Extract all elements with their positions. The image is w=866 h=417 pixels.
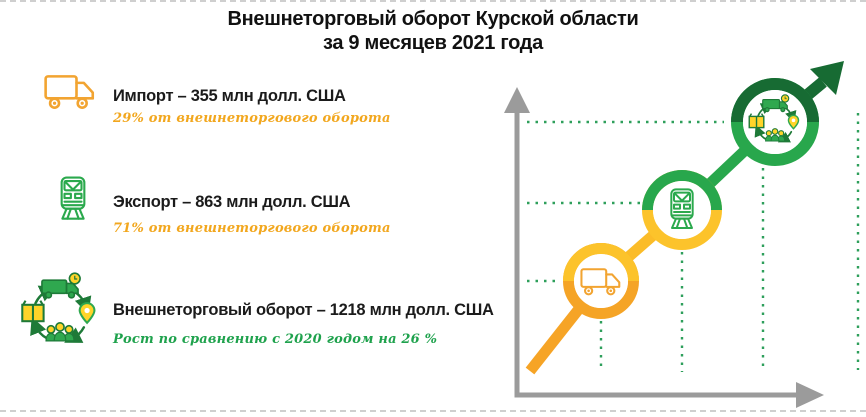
truck-icon <box>44 72 96 110</box>
milestone-turnover <box>737 84 813 160</box>
page-title-line2: за 9 месяцев 2021 года <box>322 32 544 54</box>
growth-chart <box>480 55 866 417</box>
export-share-note: 71% от внешнеторгового оборота <box>113 221 391 236</box>
milestone-export <box>648 176 717 245</box>
train-icon <box>56 176 90 223</box>
turnover-growth-note: Рост по сравнению с 2020 годом на 26 % <box>113 332 438 347</box>
export-value-label: Экспорт – 863 млн долл. США <box>113 193 351 211</box>
page-title <box>0 7 866 55</box>
page-title-line1: Внешнеторговый оборот Курской области <box>227 8 639 30</box>
import-value-label: Импорт – 355 млн долл. США <box>113 87 346 105</box>
milestone-import <box>569 249 634 314</box>
turnover-value-label: Внешнеторговый оборот – 1218 млн долл. США <box>113 301 494 319</box>
import-share-note: 29% от внешнеторгового оборота <box>113 111 391 126</box>
trade-cycle-icon <box>19 272 101 354</box>
top-dashed-border <box>0 0 866 2</box>
